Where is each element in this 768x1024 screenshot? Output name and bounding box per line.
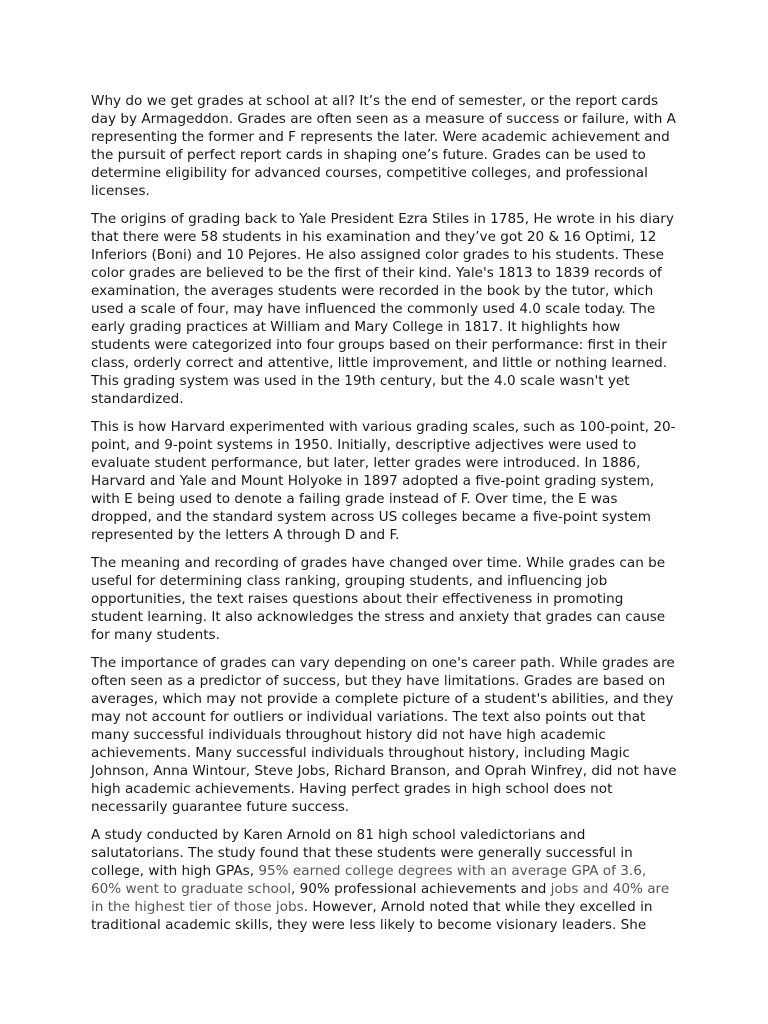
- paragraph-6-part-5: . However, Arnold noted that while they excelled in traditional academic skills, they were less likely to become visionary leaders. She: [91, 899, 653, 933]
- paragraph-6-part-1: A study conducted by Karen Arnold on 81 high school valedictorians and salutatorians. The study found that these students were generally successful in college, with high GPAs,: [91, 827, 633, 879]
- paragraph-4: The meaning and recording of grades have changed over time. While grades can be useful for determining class ranking, grouping students, and influencing job opportunities, the text raises questions about their effectiveness in promoting student learning. It also acknowledges the stress and anxiety that grades can cause for many students.: [91, 555, 666, 643]
- paragraph-2: The origins of grading back to Yale President Ezra Stiles in 1785, He wrote in his diary that there were 58 students in his examination and they’ve got 20 & 16 Optimi, 12 Inferiors (Boni) and 10 Pejores. He also assigned color grades to his students. These color grades are believed to be the first of their kind. Yale's 1813 to 1839 records of examination, the averages students were recorded in the book by the tutor, which used a scale of four, may have influenced the commonly used 4.0 scale today. The early grading practices at William and Mary College in 1817. It highlights how students were categorized into four groups based on their performance: first in their class, orderly correct and attentive, little improvement, and little or nothing learned. This grading system was used in the 19th century, but the 4.0 scale wasn't yet standardized.: [91, 211, 674, 407]
- paragraph-6-part-3: , 90% professional achievements and: [290, 881, 551, 897]
- document-body: [91, 92, 677, 944]
- paragraph-6-part-4: jobs and 40% are in the highest tier of those jobs: [91, 881, 670, 915]
- paragraph-1: Why do we get grades at school at all? It’s the end of semester, or the report cards day by Armageddon. Grades are often seen as a measure of success or failure, with A representing the former and F represents the later. Were academic achievement and the pursuit of perfect report cards in shaping one’s future. Grades can be used to determine eligibility for advanced courses, competitive colleges, and professional licenses.: [91, 93, 676, 199]
- paragraph-6: [91, 826, 677, 934]
- paragraph-5: The importance of grades can vary depending on one's career path. While grades are often seen as a predictor of success, but they have limitations. Grades are based on averages, which may not provide a complete picture of a student's abilities, and they may not account for outliers or individual variations. The text also points out that many successful individuals throughout history did not have high academic achievements. Many successful individuals throughout history, including Magic Johnson, Anna Wintour, Steve Jobs, Richard Branson, and Oprah Winfrey, did not have high academic achievements. Having perfect grades in high school does not necessarily guarantee future success.: [91, 655, 677, 815]
- paragraph-6-part-2: 95% earned college degrees with an average GPA of 3.6, 60% went to graduate school: [91, 863, 647, 897]
- paragraph-3: This is how Harvard experimented with various grading scales, such as 100-point, 20-point, and 9-point systems in 1950. Initially, descriptive adjectives were used to evaluate student performance, but later, letter grades were introduced. In 1886, Harvard and Yale and Mount Holyoke in 1897 adopted a five-point grading system, with E being used to denote a failing grade instead of F. Over time, the E was dropped, and the standard system across US colleges became a five-point system represented by the letters A through D and F.: [91, 419, 676, 543]
